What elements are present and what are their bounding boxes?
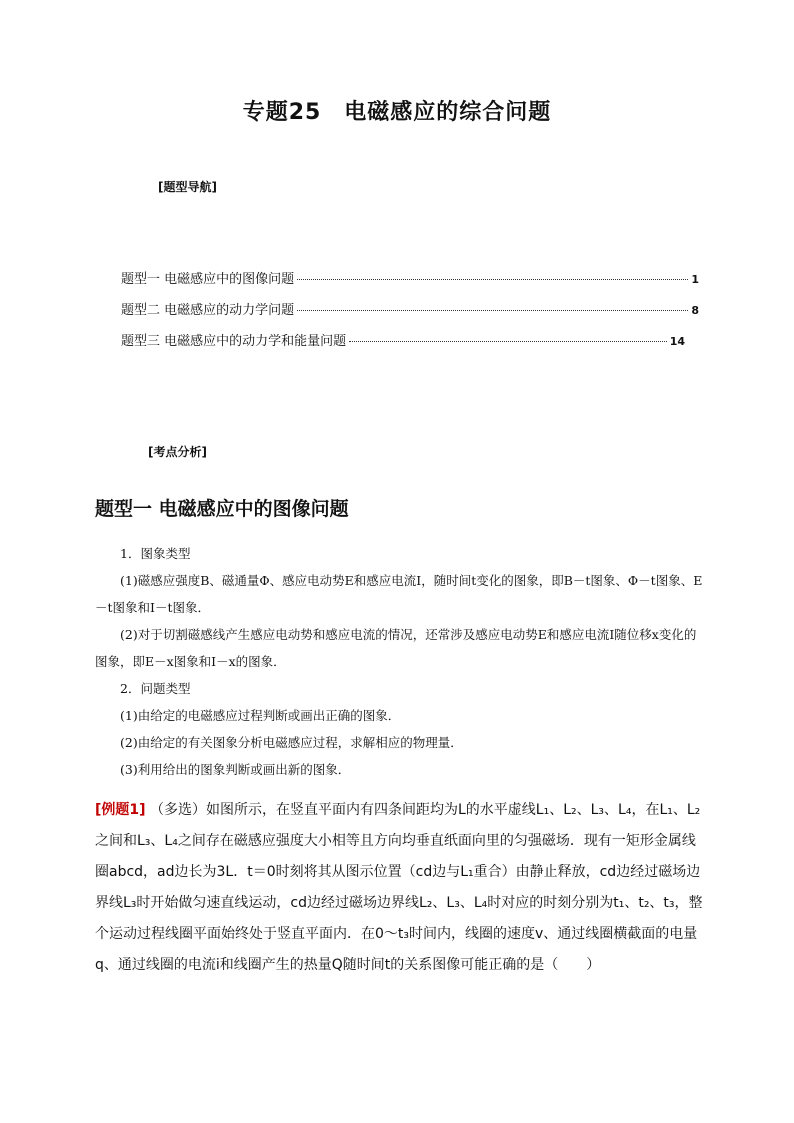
paragraph: (3)利用给出的图象判断或画出新的图象． <box>120 762 351 777</box>
toc-page-number: 8 <box>691 304 699 317</box>
example-text: （多选）如图所示，在竖直平面内有四条间距均为L的水平虚线L₁、L₂、L₃、L₄，在L₁、L₂之间和L₃、L₄之间存在磁感应强度大小相等且方向均垂直纸面向里的匀强磁场．现有一矩形金属线圈abcd，ad边长为3L．t＝0时刻将其从图示位置（cd边与L₁重合）由静止释放，cd边经过磁场边界线L₃时开始做匀速直线运动，cd边经过磁场边界线L₂、L₃、L₄时对应的时刻分别为t₁、t₂、t₃，整个运动过程线圈平面始终处于竖直平面内．在0～t₃时间内，线圈的速度v、通过线圈横截面的电量q、通过线圈的电流i和线圈产生的热量Q随时间t的关系图像可能正确的是（ ） <box>95 802 703 973</box>
paragraph: (1)由给定的电磁感应过程判断或画出正确的图象． <box>120 708 401 723</box>
paragraph: 2．问题类型 <box>120 681 191 696</box>
toc-entry-3[interactable] <box>121 330 699 361</box>
nav-heading: [题型导航] <box>158 180 217 194</box>
toc-entry-1[interactable] <box>121 268 699 299</box>
toc-label: 题型一 电磁感应中的图像问题 <box>121 272 295 287</box>
toc-page-number: 14 <box>669 335 685 348</box>
toc-leader <box>349 341 667 342</box>
toc-label: 题型三 电磁感应中的动力学和能量问题 <box>121 334 347 349</box>
content-block <box>95 540 707 783</box>
toc-entry-2[interactable] <box>121 299 699 330</box>
paragraph: (2)对于切割磁感线产生感应电动势和感应电流的情况，还常涉及感应电动势E和感应电流I随位移x变化的图象，即E－x图象和I－x的图象． <box>95 627 697 669</box>
paragraph: 1．图象类型 <box>120 546 191 561</box>
toc-page-number: 1 <box>691 273 699 286</box>
section-heading: 题型一 电磁感应中的图像问题 <box>95 498 349 520</box>
example-problem <box>95 795 707 981</box>
paragraph: (1)磁感应强度B、磁通量Φ、感应电动势E和感应电流I，随时间t变化的图象，即B－t图象、Φ－t图象、E－t图象和I－t图象． <box>95 573 703 615</box>
paragraph: (2)由给定的有关图象分析电磁感应过程，求解相应的物理量． <box>120 735 463 750</box>
analysis-heading: [考点分析] <box>148 445 207 459</box>
toc-leader <box>297 279 688 280</box>
toc-leader <box>297 310 688 311</box>
toc-label: 题型二 电磁感应的动力学问题 <box>121 303 295 318</box>
example-tag: [例题1] <box>95 802 146 818</box>
table-of-contents <box>121 268 699 361</box>
page-title: 专题25 电磁感应的综合问题 <box>242 100 552 125</box>
